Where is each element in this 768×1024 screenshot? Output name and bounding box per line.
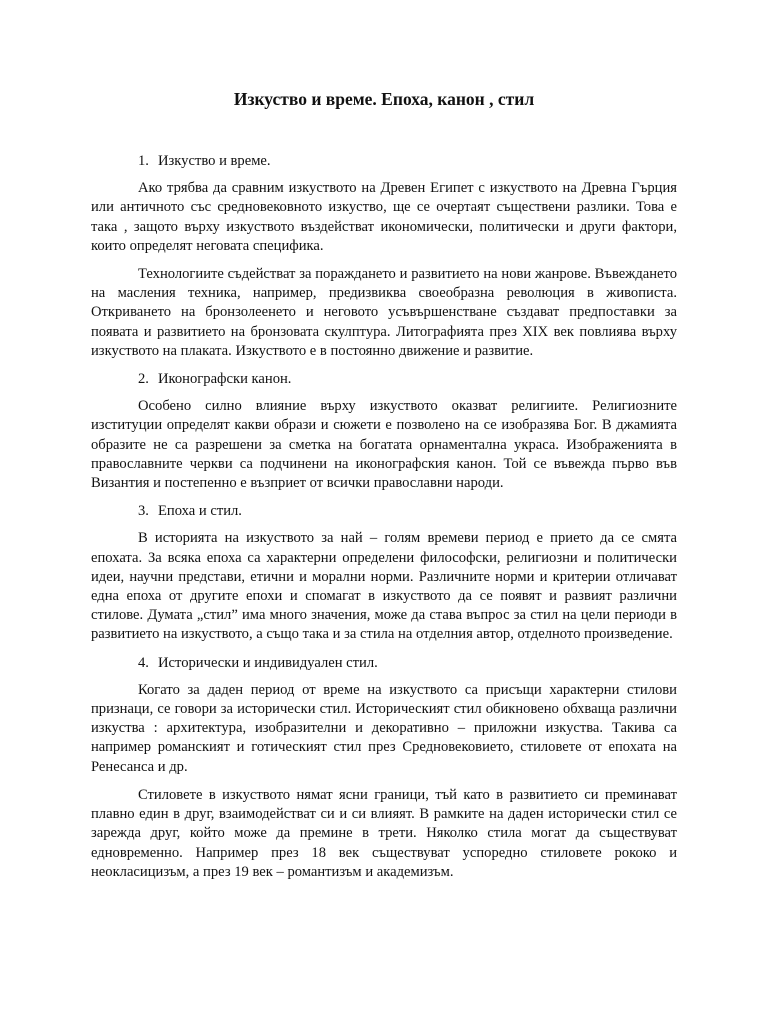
paragraph: Особено силно влияние върху изкуството оказват религиите. Религиозните изституции определят какви образи и сюжети е позволено на се изобразява Бог. В джамията образите не са разрешени за сметка на богатата орнаментална украса. Изображенията в православните черкви са подчинени на иконографския канон. Той се въвежда първо във Византия и постепенно е възприет от всички православни народи. bbox=[91, 398, 677, 492]
section-4 bbox=[91, 654, 677, 882]
section-heading bbox=[91, 654, 677, 673]
paragraph: В историята на изкуството за най – голям времеви период е прието да се смята епохата. За всяка епоха са характерни определени философски, религиозни и политически идеи, научни представи, етични и морални норми. Различните норми и критерии отличават една епоха от другите епохи и спомагат в изкуството да се появят и развият различни стилове. Думата „стил” има много значения, може да става въпрос за стил на цели периоди в развитието на изкуството, а също така и за стила на отделния автор, отделното произведение. bbox=[91, 530, 677, 643]
section-heading bbox=[91, 502, 677, 521]
section-heading-text: Исторически и индивидуален стил. bbox=[158, 654, 378, 671]
section-heading bbox=[91, 370, 677, 389]
section-number: 3. bbox=[138, 503, 149, 520]
document-body bbox=[91, 152, 677, 891]
section-heading bbox=[91, 152, 677, 171]
section-2 bbox=[91, 370, 677, 493]
section-heading-text: Иконографски канон. bbox=[158, 371, 292, 388]
document-title: Изкуство и време. Епоха, канон , стил bbox=[233, 89, 535, 109]
section-3 bbox=[91, 502, 677, 644]
section-1 bbox=[91, 152, 677, 361]
section-number: 1. bbox=[138, 153, 149, 169]
paragraph: Когато за даден период от време на изкуството са присъщи характерни стилови признаци, се говори за исторически стил. Историческият стил обикновено обхваща различни изкуства : архитектура, изобразителни и декоративно – приложни изкуства. Такива са например романският и готическият стил през Средновековието, стиловете от епохата на Ренесанса и др. bbox=[91, 681, 677, 775]
paragraph: Технологиите съдействат за пораждането и развитието на нови жанрове. Въвеждането на масления техника, например, предизвиква своеобразна революция в живописта. Откриването на бронзолеенето и неговото усъвършенстване създават предпоставки за появата и развитието на бронзовата скулптура. Литографията през XIX век повлиява върху изкуството на плаката. Изкуството е в постоянно движение и развитие. bbox=[91, 266, 677, 359]
section-number: 4. bbox=[138, 654, 149, 671]
section-heading-text: Изкуство и време. bbox=[158, 153, 271, 169]
paragraph: Стиловете в изкуството нямат ясни граници, тъй като в развитието си преминават плавно един в друг, взаимодействат си и си влияят. В рамките на даден исторически стил се зарежда друг, който може да премине в трети. Няколко стила могат да съществуват едновременно. Например през 18 век съществуват успоредно стиловете рококо и неокласицизъм, а през 19 век – романтизъм и академизъм. bbox=[91, 786, 677, 880]
paragraph: Ако трябва да сравним изкуството на Древен Египет с изкуството на Древна Гърция или античното със средновековното изкуство, ще се очертаят съществени разлики. Това е така , защото върху изкуството въздействат икономически, политически и други фактори, които определят неговата специфика. bbox=[91, 180, 677, 254]
section-heading-text: Епоха и стил. bbox=[158, 503, 242, 520]
section-number: 2. bbox=[138, 371, 149, 388]
